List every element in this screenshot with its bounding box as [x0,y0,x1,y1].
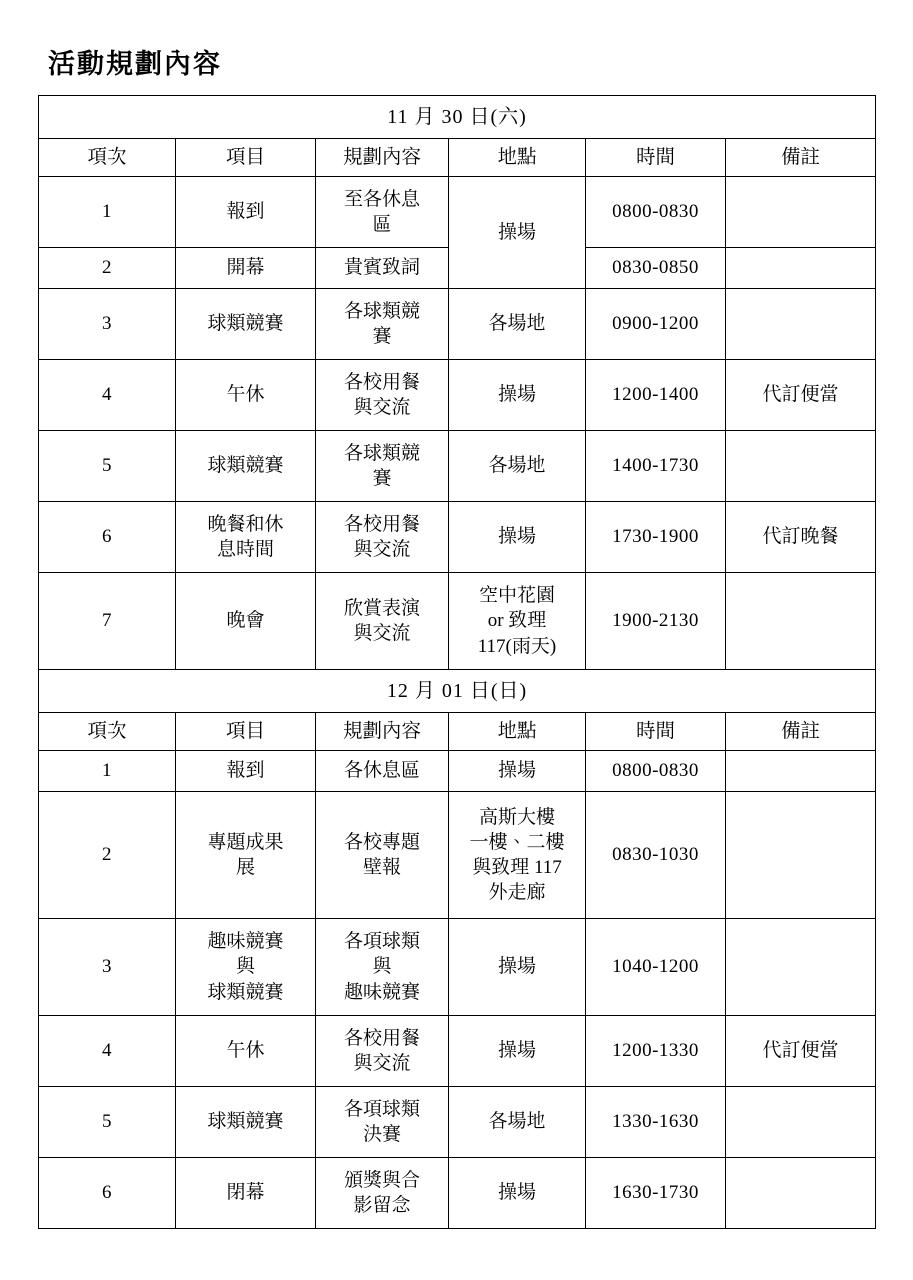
row-note: 代訂便當 [726,1016,876,1087]
row-item [176,919,316,1016]
column-header-time: 時間 [586,139,726,177]
row-note [726,573,876,670]
row-item-line-2: 息時間 [216,539,274,560]
row-content-line-2: 壁報 [362,857,401,878]
row-place: 操場 [449,751,586,792]
table-row [39,502,876,573]
row-place-line-2: or 致理 [487,610,547,632]
row-no: 5 [39,1087,176,1158]
row-content-line-2: 區 [372,214,392,235]
row-content-line-1: 各球類競 [343,300,420,322]
day1-header-row [39,96,876,139]
row-item-line-3: 球類競賽 [207,981,284,1003]
row-place: 各場地 [449,1087,586,1158]
row-content [316,792,449,919]
row-time: 1040-1200 [586,919,726,1016]
day2-header-row [39,670,876,713]
row-item-line-1: 晚餐和休 [207,513,284,535]
row-no: 4 [39,1016,176,1087]
row-no: 1 [39,751,176,792]
row-content-line-1: 各校用餐 [343,371,420,393]
row-note [726,1087,876,1158]
row-time: 0800-0830 [586,751,726,792]
row-item: 報到 [176,751,316,792]
row-place-line-1: 空中花園 [478,585,555,607]
row-content [316,360,449,431]
row-content-line-1: 欣賞表演 [343,597,420,619]
row-item: 開幕 [176,248,316,289]
row-place: 各場地 [449,289,586,360]
column-header-item: 項目 [176,139,316,177]
row-note [726,751,876,792]
row-content-line-1: 各項球類 [343,1098,420,1120]
row-note [726,792,876,919]
column-header-content: 規劃內容 [316,139,449,177]
row-item-line-1: 趣味競賽 [207,931,284,953]
row-item: 球類競賽 [176,289,316,360]
row-no: 2 [39,792,176,919]
row-no: 2 [39,248,176,289]
row-content-line-2: 與交流 [353,539,411,560]
row-content [316,1158,449,1229]
row-time: 1330-1630 [586,1087,726,1158]
row-time: 0830-1030 [586,792,726,919]
row-time: 1200-1400 [586,360,726,431]
row-place-line-2: 一樓、二樓 [469,831,565,853]
row-content-line-2: 賽 [372,326,392,347]
row-time: 1630-1730 [586,1158,726,1229]
row-no: 5 [39,431,176,502]
row-item: 閉幕 [176,1158,316,1229]
row-note [726,177,876,248]
table-row [39,751,876,792]
column-header-time: 時間 [586,713,726,751]
row-content-line-2: 與 [372,956,392,978]
schedule-table [38,95,876,1229]
row-content: 各休息區 [316,751,449,792]
row-content [316,431,449,502]
row-item: 晚會 [176,573,316,670]
row-time: 0830-0850 [586,248,726,289]
table-row [39,431,876,502]
day2-column-header-row [39,713,876,751]
row-place [449,792,586,919]
row-content [316,1087,449,1158]
row-content-line-3: 趣味競賽 [343,981,420,1003]
row-place: 操場 [449,360,586,431]
table-row [39,792,876,919]
row-no: 7 [39,573,176,670]
column-header-note: 備註 [726,139,876,177]
row-no: 6 [39,1158,176,1229]
row-content-line-1: 各校用餐 [343,513,420,535]
table-row [39,919,876,1016]
row-item [176,792,316,919]
day1-date-header: 11 月 30 日(六) [39,96,876,139]
row-time: 1200-1330 [586,1016,726,1087]
row-place: 操場 [449,502,586,573]
day1-column-header-row [39,139,876,177]
row-content-line-2: 與交流 [353,397,411,418]
row-note: 代訂晚餐 [726,502,876,573]
row-content-line-2: 決賽 [362,1124,401,1145]
day2-date-header: 12 月 01 日(日) [39,670,876,713]
row-place: 操場 [449,919,586,1016]
column-header-content: 規劃內容 [316,713,449,751]
page-title: 活動規劃內容 [48,49,222,79]
table-row [39,1016,876,1087]
table-row [39,1087,876,1158]
row-place-line-4: 外走廊 [488,882,546,904]
row-place-line-3: 與致理 117 [472,857,562,878]
column-header-place: 地點 [449,713,586,751]
row-content [316,289,449,360]
row-item: 報到 [176,177,316,248]
row-place: 操場 [449,1016,586,1087]
row-item: 球類競賽 [176,431,316,502]
row-no: 3 [39,919,176,1016]
row-place: 各場地 [449,431,586,502]
row-item-line-2: 展 [235,857,255,878]
row-time: 1400-1730 [586,431,726,502]
row-time: 1900-2130 [586,573,726,670]
row-place [449,573,586,670]
row-content [316,502,449,573]
row-no: 6 [39,502,176,573]
row-item-line-2: 與 [235,956,255,978]
row-item: 午休 [176,1016,316,1087]
row-note: 代訂便當 [726,360,876,431]
row-content-line-1: 各校用餐 [343,1027,420,1049]
table-row [39,289,876,360]
row-content-line-1: 各校專題 [343,831,420,853]
row-place-line-1: 高斯大樓 [478,806,555,828]
table-row [39,177,876,248]
row-time: 0800-0830 [586,177,726,248]
column-header-place: 地點 [449,139,586,177]
row-content-line-1: 各項球類 [343,931,420,953]
column-header-no: 項次 [39,139,176,177]
column-header-note: 備註 [726,713,876,751]
row-note [726,289,876,360]
row-time: 0900-1200 [586,289,726,360]
row-content-line-2: 影留念 [353,1195,411,1216]
row-content-line-1: 各球類競 [343,442,420,464]
row-note [726,431,876,502]
table-row [39,360,876,431]
row-note [726,919,876,1016]
row-place-line-3: 117(雨天) [477,635,557,657]
row-item: 午休 [176,360,316,431]
row-no: 4 [39,360,176,431]
table-row [39,573,876,670]
row-note [726,1158,876,1229]
row-content [316,177,449,248]
table-row [39,1158,876,1229]
row-content [316,919,449,1016]
column-header-item: 項目 [176,713,316,751]
row-content-line-2: 與交流 [353,1053,411,1074]
column-header-no: 項次 [39,713,176,751]
row-content-line-2: 賽 [372,468,392,489]
row-content-line-1: 至各休息 [343,188,420,210]
row-no: 1 [39,177,176,248]
row-no: 3 [39,289,176,360]
row-content: 貴賓致詞 [316,248,449,289]
row-place: 操場 [449,1158,586,1229]
row-content-line-1: 頒獎與合 [343,1169,420,1191]
row-item [176,502,316,573]
row-item-line-1: 專題成果 [207,831,284,853]
row-time: 1730-1900 [586,502,726,573]
row-content [316,1016,449,1087]
row-item: 球類競賽 [176,1087,316,1158]
row-content [316,573,449,670]
row-content-line-2: 與交流 [353,623,411,644]
row-note [726,248,876,289]
row-place: 操場 [449,177,586,289]
